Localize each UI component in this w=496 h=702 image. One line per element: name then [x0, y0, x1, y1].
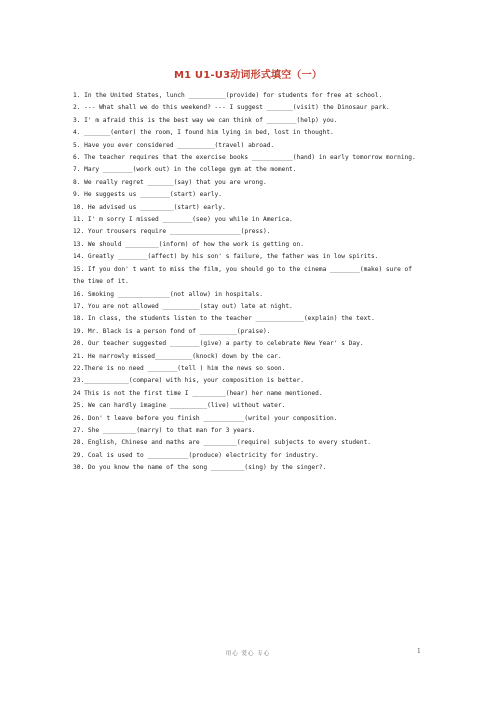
question-item: 10. He advised us _________(start) early. [73, 203, 226, 211]
question-item: 12. Your trousers require ___________________(press). [73, 228, 271, 236]
question-item: 17. You are not allowed __________(stay out) late at night. [73, 302, 293, 310]
question-item: 5. Have you ever considered __________(travel) abroad. [73, 141, 275, 149]
question-item: 27. She _________(marry) to that man for 3 years. [73, 426, 256, 434]
question-item: 20. Our teacher suggested ________(give) a party to celebrate New Year' s Day. [73, 340, 364, 348]
question-item: 8. We really regret _______(say) that you are wrong. [73, 178, 267, 186]
question-item: 24 This is not the first time I _________(hear) her name mentioned. [73, 389, 323, 397]
page-number: 1 [417, 648, 421, 655]
question-item: 14. Greatly ________(affect) by his son' s failure, the father was in low spirits. [73, 253, 379, 261]
page-footer: 用心 爱心 专心 [225, 651, 271, 657]
page-title: M1 U1-U3动词形式填空（一） [173, 70, 323, 81]
question-item: 28. English, Chinese and maths are _________(require) subjects to every student. [73, 439, 372, 447]
question-item: 19. Mr. Black is a person fond of __________(praise). [73, 327, 271, 335]
question-item: 26. Don' t leave before you finish ___________(write) your composition. [73, 414, 338, 422]
question-list [73, 90, 423, 475]
question-item: 29. Coal is used to ___________(produce) electricity for industry. [73, 451, 319, 459]
question-item: 30. Do you know the name of the song _________(sing) by the singer?. [73, 464, 327, 472]
question-item: 25. We can hardly imagine __________(live) without water. [73, 402, 286, 410]
question-item: 22.There is no need ________(tell ) him the news so soon. [73, 364, 286, 372]
question-item: 13. We should _________(inform) of how the work is getting on. [73, 240, 304, 248]
question-item: 16. Smoking ______________(not allow) in hospitals. [73, 290, 263, 298]
question-item: 7. Mary ________(work out) in the college gym at the moment. [73, 166, 297, 174]
question-item: 21. He narrowly missed__________(knock) down by the car. [73, 352, 282, 360]
question-item: 23.____________(compare) with his, your composition is better. [73, 377, 304, 385]
question-item: 11. I' m sorry I missed ________(see) you while in America. [73, 216, 293, 224]
question-item: 6. The teacher requires that the exercise books ___________(hand) in early tomorrow morning. [73, 154, 416, 162]
question-item: 18. In class, the students listen to the teacher _____________(explain) the text. [73, 315, 375, 323]
question-item: 9. He suggests us ________(start) early. [73, 191, 223, 199]
question-item: 4. _______(enter) the room, I found him lying in bed, lost in thought. [73, 129, 334, 137]
question-item: 2. --- What shall we do this weekend? --- I suggest _______(visit) the Dinosaur park. [73, 104, 390, 112]
question-item: 3. I' m afraid this is the best way we can think of ________(help) you. [73, 116, 338, 124]
question-item: 15. If you don' t want to miss the film, you should go to the cinema ________(make) sure of the time of it. [73, 265, 412, 286]
question-item: 1. In the United States, lunch __________(provide) for students for free at school. [73, 92, 383, 99]
